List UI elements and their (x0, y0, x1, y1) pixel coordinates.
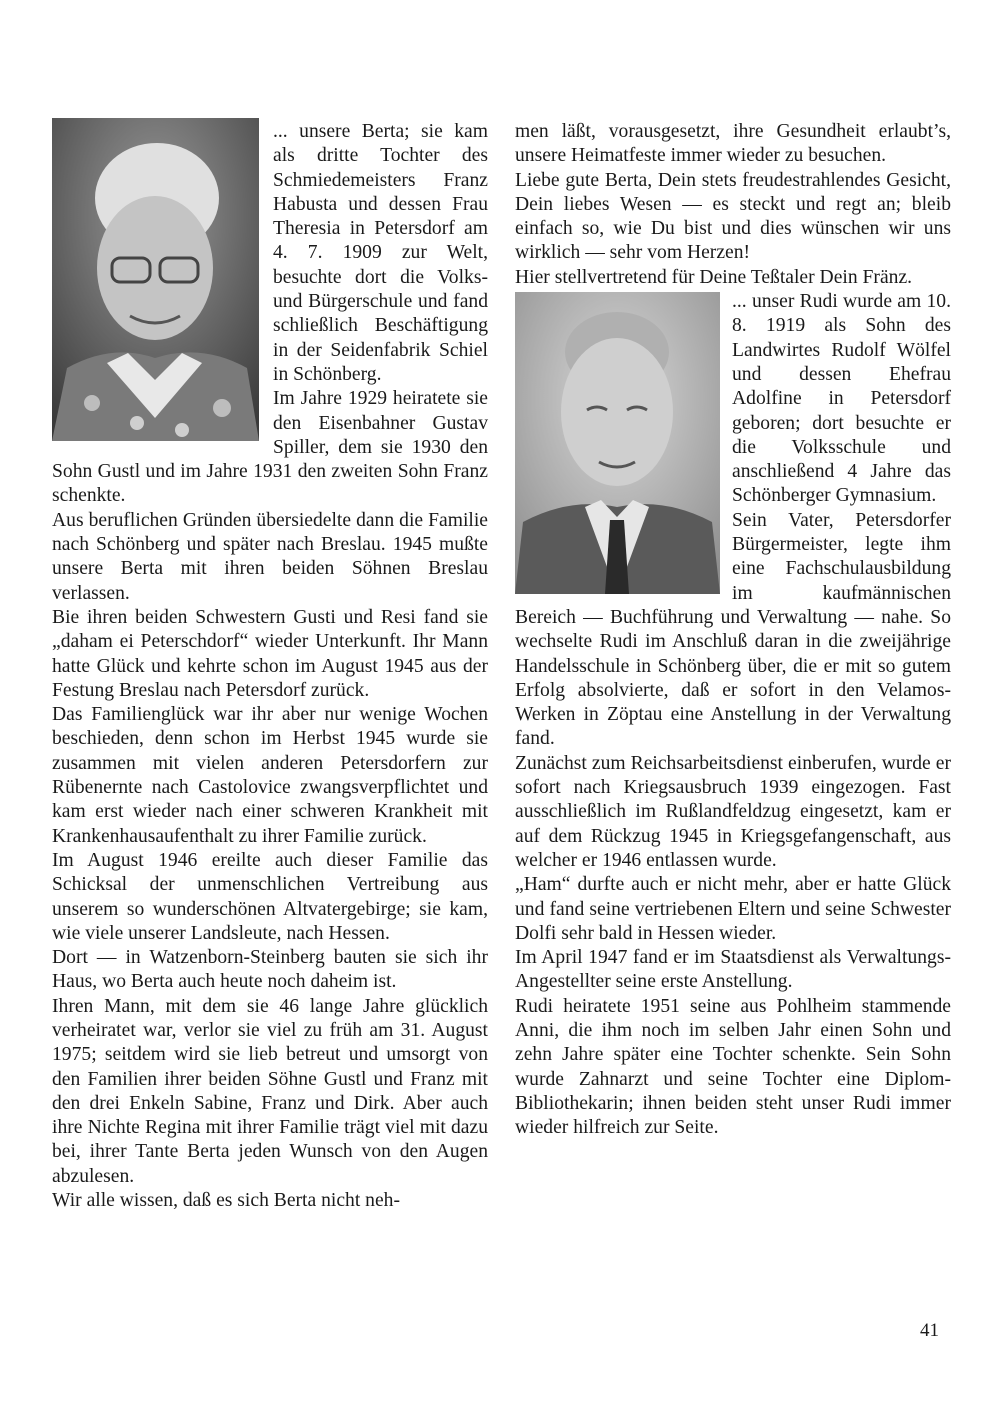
paragraph: Liebe gute Berta, Dein stets freudestrahlendes Gesicht, Dein liebes Wesen — es steckt und regt an; bleib einfach so, wie Du bist und dies wünschen wir uns wirklich — sehr vom Herzen! (515, 169, 951, 264)
paragraph: Bie ihren beiden Schwestern Gusti und Resi fand sie „daham ei Peterschdorf“ wieder Unterkunft. Ihr Mann hatte Glück und kehrte schon im August 1945 aus der Festung Breslau nach Petersdorf zurück. (52, 606, 488, 701)
paragraph: Wir alle wissen, daß es sich Berta nicht neh- (52, 1190, 400, 1212)
paragraph: Zunächst zum Reichsarbeitsdienst einberufen, wurde er sofort nach Kriegsausbruch 1939 eingezogen. Fast ausschließlich im Rußlandfeldzug eingesetzt, kam er auf dem Rückzug 1945 in Kriegsgefangenschaft, aus welcher er 1946 entlassen wurde. (515, 752, 951, 871)
paragraph: Im August 1946 ereilte auch dieser Familie das Schicksal der unmenschlichen Vertreibung aus unserem so wunderschönen Altvatergebirge; sie kam, wie viele unserer Landsleute, nach Hessen. (52, 849, 488, 944)
paragraph: ... unsere Berta; sie kam als dritte Tochter des Schmiedemeisters Franz Habusta und dessen Frau Theresia in Petersdorf am 4. 7. 1909 zur Welt, besuchte dort die Volks- und Bürgerschule und fand schließlich Beschäftigung in der Seidenfabrik Schiel in Schönberg. (273, 121, 488, 385)
portrait-photo-berta (52, 118, 259, 441)
paragraph: Im Jahre 1929 heiratete sie den Eisenbahner Gustav Spiller, dem sie 1930 den Sohn Gustl und im Jahre 1931 den zweiten Sohn Franz schenkte. (52, 388, 488, 507)
paragraph: Hier stellvertretend für Deine Teßtaler Dein Fränz. (515, 266, 913, 288)
paragraph: men läßt, vorausgesetzt, ihre Gesundheit erlaubt’s, unsere Heimatfeste immer wieder zu besuchen. (515, 121, 951, 167)
left-column (52, 120, 488, 1213)
page-number: 41 (920, 1320, 939, 1341)
man-portrait-image (515, 292, 720, 594)
paragraph: Rudi heiratete 1951 seine aus Pohlheim stammende Anni, die ihm noch im selben Jahr einen Sohn und zehn Jahre später eine Tochter schenkte. Sein Sohn wurde Zahnarzt und seine Tochter eine Diplom-Bibliothekarin; ihnen beiden steht unser Rudi immer wieder hilfreich zur Seite. (515, 995, 951, 1139)
paragraph: Dort — in Watzenborn-Steinberg bauten sie sich ihr Haus, wo Berta auch heute noch daheim ist. (52, 947, 488, 993)
paragraph: „Ham“ durfte auch er nicht mehr, aber er hatte Glück und fand seine vertriebenen Eltern und seine Schwester Dolfi sehr bald in Hessen wieder. (515, 874, 951, 944)
paragraph: ... unser Rudi wurde am 10. 8. 1919 als Sohn des Landwirtes Rudolf Wölfel und dessen Ehefrau Adolfine in Petersdorf geboren; dort besuchte er die Volksschule und anschließend 4 Jahre das Schönberger Gymnasium. (732, 291, 951, 507)
paragraph: Das Familienglück war ihr aber nur wenige Wochen beschieden, denn schon im Herbst 1945 wurde sie zusammen mit vielen anderen Petersdorfern zur Rübenernte nach Castolovice zwangsverpflichtet und kam erst wieder nach einer schweren Krankheit mit Krankenhausaufenthalt zu ihrer Familie zurück. (52, 704, 488, 847)
paragraph: Sein Vater, Petersdorfer Bürgermeister, legte ihm eine Fachschulausbildung im kaufmännischen Bereich — Buchführung und Verwaltung — nahe. So wechselte Rudi im Anschluß daran in die zweijährige Handelsschule in Schönberg über, die er mit so gutem Erfolg absolvierte, daß er sofort in den Velamos-Werken in Zöptau eine Anstellung in der Verwaltung fand. (515, 509, 951, 750)
paragraph: Aus beruflichen Gründen übersiedelte dann die Familie nach Schönberg und später nach Breslau. 1945 mußte unsere Berta mit ihren beiden Söhnen Breslau verlassen. (52, 509, 488, 604)
paragraph: Ihren Mann, mit dem sie 46 lange Jahre glücklich verheiratet war, verlor sie viel zu früh am 31. August 1975; seitdem wird sie lieb betreut und umsorgt von den Familien ihrer beiden Söhne Gustl und Franz mit den drei Enkeln Sabine, Franz und Dirk. Aber auch ihre Nichte Regina mit ihrer Familie trägt viel mit dazu bei, ihrer Tante Berta jeden Wunsch von den Augen abzulesen. (52, 995, 488, 1187)
paragraph: Im April 1947 fand er im Staatsdienst als Verwaltungs-Angestellter seine erste Anstellung. (515, 947, 951, 993)
portrait-photo-rudi (515, 292, 720, 594)
woman-portrait-image (52, 118, 259, 441)
right-column (515, 120, 951, 1140)
